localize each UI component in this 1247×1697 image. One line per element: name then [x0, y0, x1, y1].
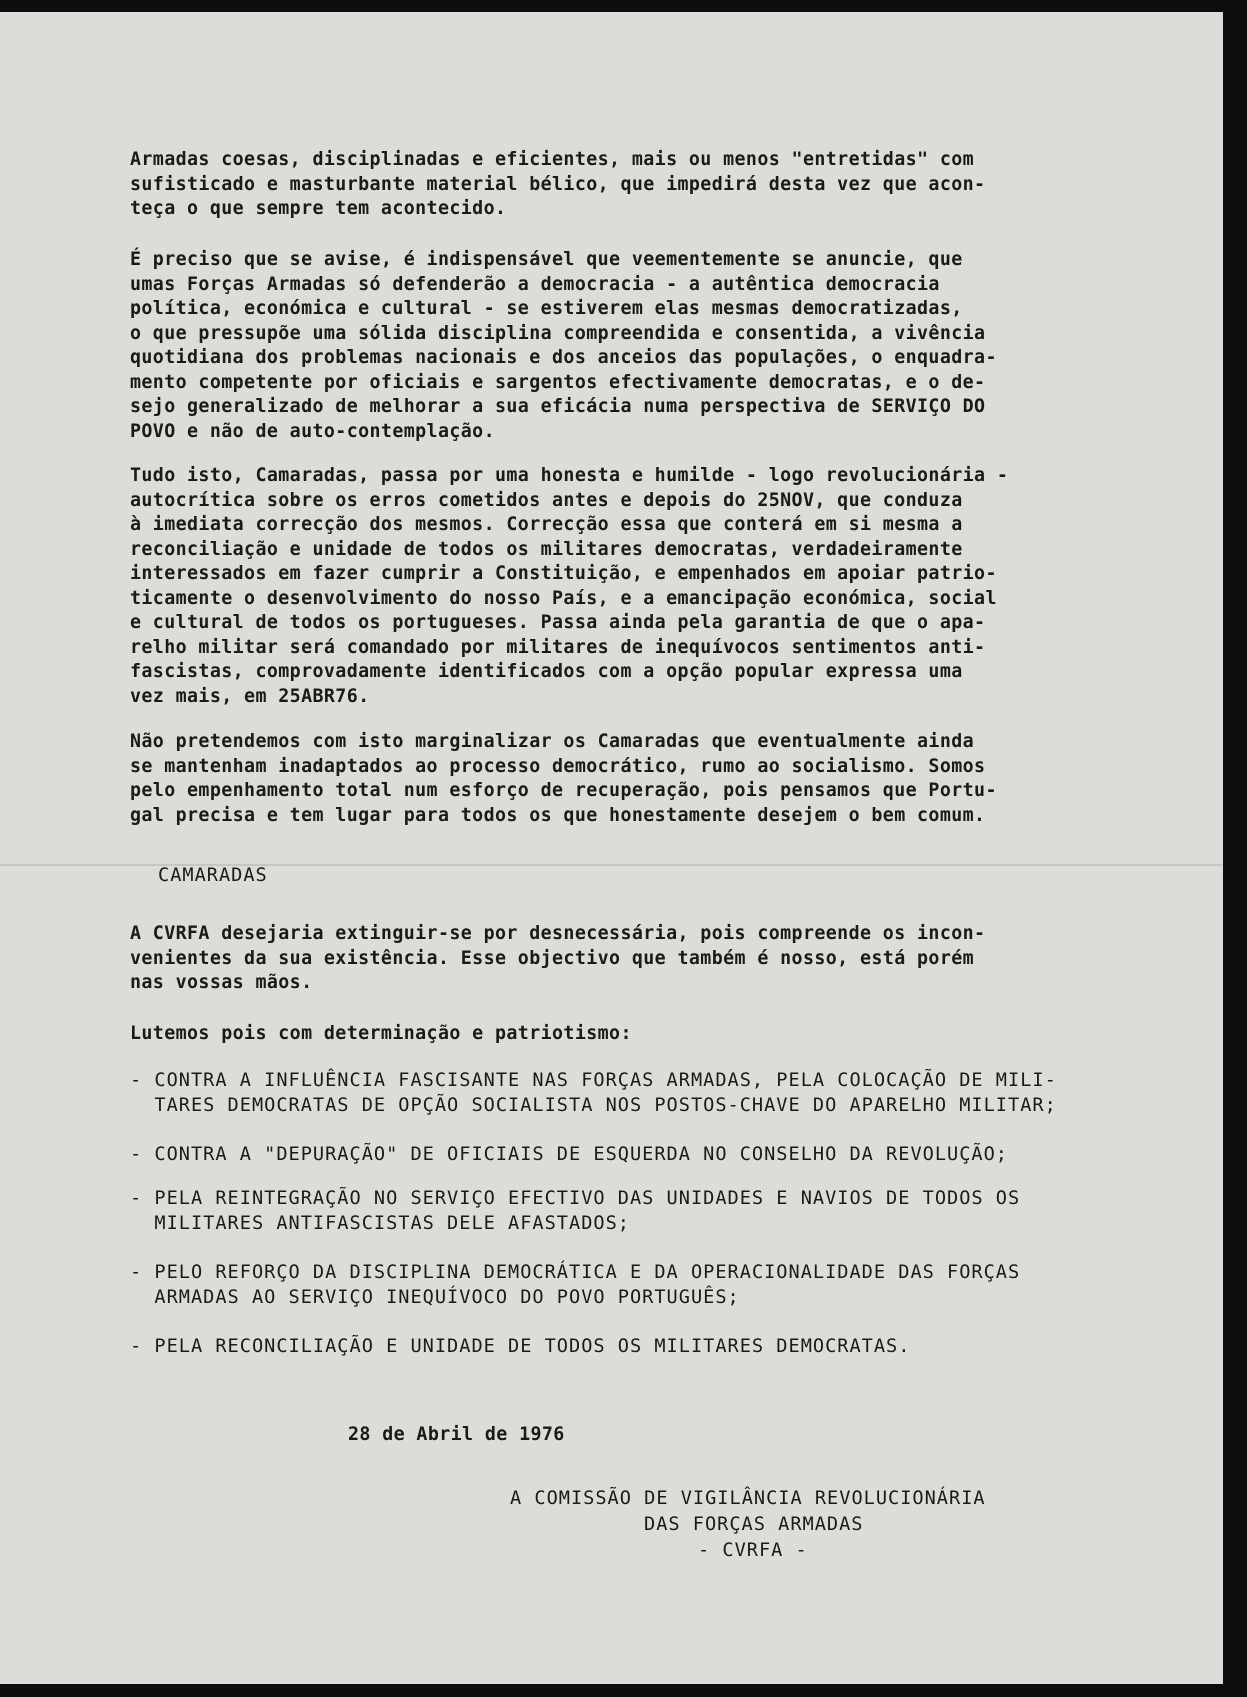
signature-line-1: A COMISSÃO DE VIGILÂNCIA REVOLUCIONÁRIA — [510, 1488, 986, 1509]
paragraph-cvrfa: A CVRFA desejaria extinguir-se por desnecessária, pois compreende os incon- venientes da sua existência. Esse objectivo que também é nosso, está porém nas vossas mãos. — [130, 923, 986, 993]
document-page — [0, 12, 1223, 1684]
bullet-item: - PELA RECONCILIAÇÃO E UNIDADE DE TODOS OS MILITARES DEMOCRATAS. — [130, 1336, 911, 1357]
signature-line-2: DAS FORÇAS ARMADAS — [644, 1514, 864, 1535]
bullet-item: - CONTRA A INFLUÊNCIA FASCISANTE NAS FORÇAS ARMADAS, PELA COLOCAÇÃO DE MILI- TARES DEMOCRATAS DE OPÇÃO SOCIALISTA NOS POSTOS-CHAVE DO APARELHO MILITAR; — [130, 1070, 1057, 1116]
paragraph-self-criticism: Tudo isto, Camaradas, passa por uma honesta e humilde - logo revolucionária - autocrítica sobre os erros cometidos antes e depois do 25NOV, que conduza à imediata correcção dos mesmos. Correcção essa que conterá em si mesma a reconciliação e unidade de todos os militares democratas, verdadeiramente interessados em fazer cumprir a Constituição, e empenhados em apoiar patrio- ticamente o desenvolvimento do nosso País, e a emancipação económica, social e cultural de todos os portugueses. Passa ainda pela garantia de que o apa- relho militar será comandado por militares de inequívocos sentimentos anti- fascistas, comprovadamente identificados com a opção popular expressa uma vez mais, em 25ABR76. — [130, 465, 1009, 707]
signature-line-3: - CVRFA - — [698, 1540, 808, 1561]
paragraph-reconciliation: Não pretendemos com isto marginalizar os Camaradas que eventualmente ainda se mantenham inadaptados ao processo democrático, rumo ao socialismo. Somos pelo empenhamento total num esforço de recuperação, pois pensamos que Portu- gal precisa e tem lugar para todos os que honestamente desejem o bem comum. — [130, 731, 997, 826]
bullet-item: - PELO REFORÇO DA DISCIPLINA DEMOCRÁTICA E DA OPERACIONALIDADE DAS FORÇAS ARMADAS AO SERVIÇO INEQUÍVOCO DO POVO PORTUGUÊS; — [130, 1262, 1021, 1308]
paragraph-call-to-action: Lutemos pois com determinação e patriotismo: — [130, 1023, 632, 1044]
paragraph-democracy: É preciso que se avise, é indispensável que veementemente se anuncie, que umas Forças Armadas só defenderão a democracia - a autêntica democracia política, económica e cultural - se estiverem elas mesmas democratizadas, o que pressupõe uma sólida disciplina compreendida e consentida, a vivência quotidiana dos problemas nacionais e dos anceios das populações, o enquadra- mento competente por oficiais e sargentos efectivamente democratas, e o de- sejo generalizado de melhorar a sua eficácia numa perspectiva de SERVIÇO DO POVO e não de auto-contemplação. — [130, 249, 997, 442]
bullet-item: - CONTRA A "DEPURAÇÃO" DE OFICIAIS DE ESQUERDA NO CONSELHO DA REVOLUÇÃO; — [130, 1144, 1008, 1165]
document-date: 28 de Abril de 1976 — [348, 1424, 565, 1445]
bullet-item: - PELA REINTEGRAÇÃO NO SERVIÇO EFECTIVO DAS UNIDADES E NAVIOS DE TODOS OS MILITARES ANTIFASCISTAS DELE AFASTADOS; — [130, 1188, 1021, 1234]
paragraph-armed-forces: Armadas coesas, disciplinadas e eficientes, mais ou menos "entretidas" com sufisticado e masturbante material bélico, que impedirá desta vez que acon- teça o que sempre tem acontecido. — [130, 149, 986, 219]
heading-camaradas: CAMARADAS — [158, 865, 268, 886]
